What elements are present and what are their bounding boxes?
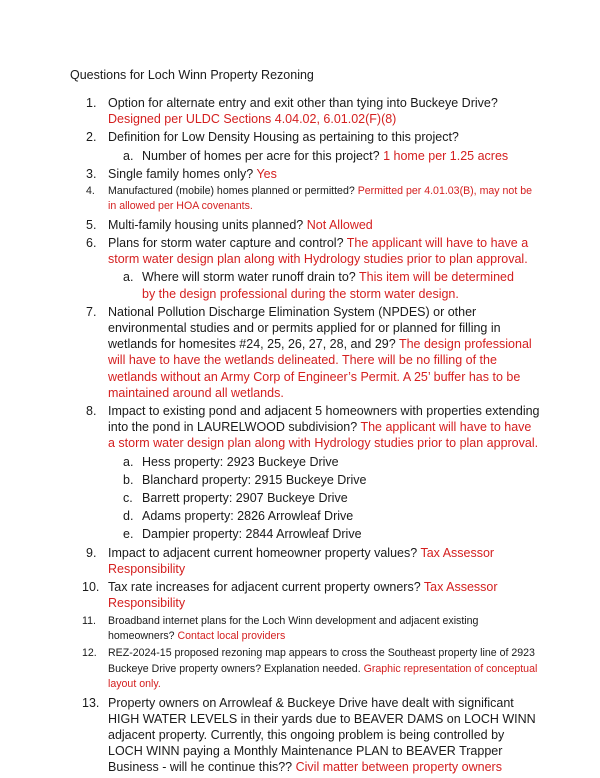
question-item	[0, 95, 600, 127]
item-number: 3.	[86, 166, 97, 181]
question-text: Hess property: 2923 Buckeye Drive	[142, 454, 339, 469]
sub-question-item	[0, 148, 600, 164]
question-text: Property owners on Arrowleaf & Buckeye Drive have dealt with significant HIGH WATER LEVELS in their yards due to BEAVER DAMS on LOCH WINN adjacent property. Currently, this ongoing problem is being controlled by LOCH WINN paying a Monthly Maintenance PLAN to BEAVER Trapper Business - will he continue this??	[108, 695, 536, 775]
item-number: a.	[123, 270, 134, 285]
question-item	[0, 304, 600, 401]
item-number: d.	[123, 509, 134, 524]
item-number: 6.	[86, 236, 97, 251]
answer-text: The applicant will have to have a storm water design plan along with Hydrology studies prior to plan approval.	[108, 420, 539, 451]
question-list	[0, 95, 600, 778]
answer-text: Tax Assessor Responsibility	[108, 580, 498, 611]
sub-question-item	[0, 454, 600, 470]
answer-text: Civil matter between property owners	[295, 760, 502, 775]
item-number: 11.	[82, 614, 96, 627]
question-item	[0, 235, 600, 267]
question-item	[0, 695, 600, 776]
question-item	[0, 579, 600, 611]
question-text: Adams property: 2826 Arrowleaf Drive	[142, 509, 354, 524]
question-text: Barrett property: 2907 Buckeye Drive	[142, 491, 348, 506]
question-text: Dampier property: 2844 Arrowleaf Drive	[142, 527, 362, 542]
question-item	[0, 614, 600, 645]
question-text: Where will storm water runoff drain to?	[142, 270, 356, 285]
question-text: Tax rate increases for adjacent current property owners?	[108, 580, 421, 595]
sub-question-item	[0, 526, 600, 542]
item-number: 13.	[82, 695, 100, 710]
answer-text: Graphic representation of conceptual layout only.	[108, 662, 538, 691]
item-number: 10.	[82, 580, 100, 595]
item-number: a.	[123, 148, 134, 163]
sub-question-item	[0, 472, 600, 488]
answer-text: The design professional will have to have the wetlands delineated. There will be no filling of the wetlands without an Army Corp of Engineer’s Permit. A 25’ buffer has to be maintained around all wetlands.	[108, 337, 532, 400]
question-item	[0, 545, 600, 577]
question-text: Single family homes only?	[108, 166, 254, 181]
answer-text: 1 home per 1.25 acres	[383, 148, 509, 163]
sub-question-item	[0, 490, 600, 506]
answer-text: Designed per ULDC Sections 4.04.02, 6.01.02(F)(8)	[108, 112, 397, 127]
answer-text: The applicant will have to have a storm water design plan along with Hydrology studies prior to plan approval.	[108, 236, 529, 267]
answer-text: Yes	[256, 166, 277, 181]
question-text: Impact to adjacent current homeowner property values?	[108, 545, 418, 560]
item-number: a.	[123, 454, 134, 469]
question-text: Broadband internet plans for the Loch Winn development and adjacent existing homeowners?	[108, 614, 479, 642]
question-text: Manufactured (mobile) homes planned or permitted?	[108, 185, 355, 198]
sub-question-item	[0, 269, 600, 301]
question-item	[0, 184, 600, 215]
answer-text: This item will be determined by the design professional during the storm water design.	[142, 270, 514, 301]
question-item	[0, 646, 600, 692]
question-text: Multi-family housing units planned?	[108, 217, 304, 232]
item-number: c.	[123, 491, 133, 506]
item-number: 5.	[86, 217, 97, 232]
question-text: REZ-2024-15 proposed rezoning map appears to cross the Southeast property line of 2923 Buckeye Drive property owners? Explanation needed.	[108, 647, 535, 675]
question-item	[0, 217, 600, 233]
question-text: Option for alternate entry and exit other than tying into Buckeye Drive?	[108, 96, 498, 110]
item-number: 9.	[86, 545, 97, 560]
item-number: 8.	[86, 404, 97, 419]
sub-question-item	[0, 508, 600, 524]
item-number: 1.	[86, 96, 97, 110]
answer-text: Tax Assessor Responsibility	[108, 545, 495, 576]
item-number: 2.	[86, 130, 97, 145]
answer-text: Contact local providers	[177, 629, 286, 642]
answer-text: Permitted per 4.01.03(B), may not be in allowed per HOA covenants.	[108, 185, 532, 213]
question-text: Blanchard property: 2915 Buckeye Drive	[142, 472, 367, 487]
item-number: b.	[123, 472, 134, 487]
question-text: Definition for Low Density Housing as pertaining to this project?	[108, 130, 459, 145]
item-number: 7.	[86, 304, 97, 319]
question-text: Plans for storm water capture and control?	[108, 236, 344, 251]
question-text: Number of homes per acre for this project?	[142, 148, 380, 163]
question-item	[0, 403, 600, 452]
question-text: Impact to existing pond and adjacent 5 homeowners with properties extending into the pond in LAURELWOOD subdivision?	[108, 404, 540, 435]
item-number: 4.	[86, 185, 95, 198]
item-number: 12.	[82, 647, 97, 660]
answer-text: Not Allowed	[306, 217, 373, 232]
question-item	[0, 166, 600, 182]
document-title: Questions for Loch Winn Property Rezoning	[70, 68, 314, 82]
item-number: e.	[123, 527, 134, 542]
question-item	[0, 129, 600, 145]
question-text: National Pollution Discharge Elimination System (NPDES) or other environmental studies and or permits applied for or planned for filling in wetlands for homesites #24, 25, 26, 27, 28, and 29?	[108, 304, 501, 352]
